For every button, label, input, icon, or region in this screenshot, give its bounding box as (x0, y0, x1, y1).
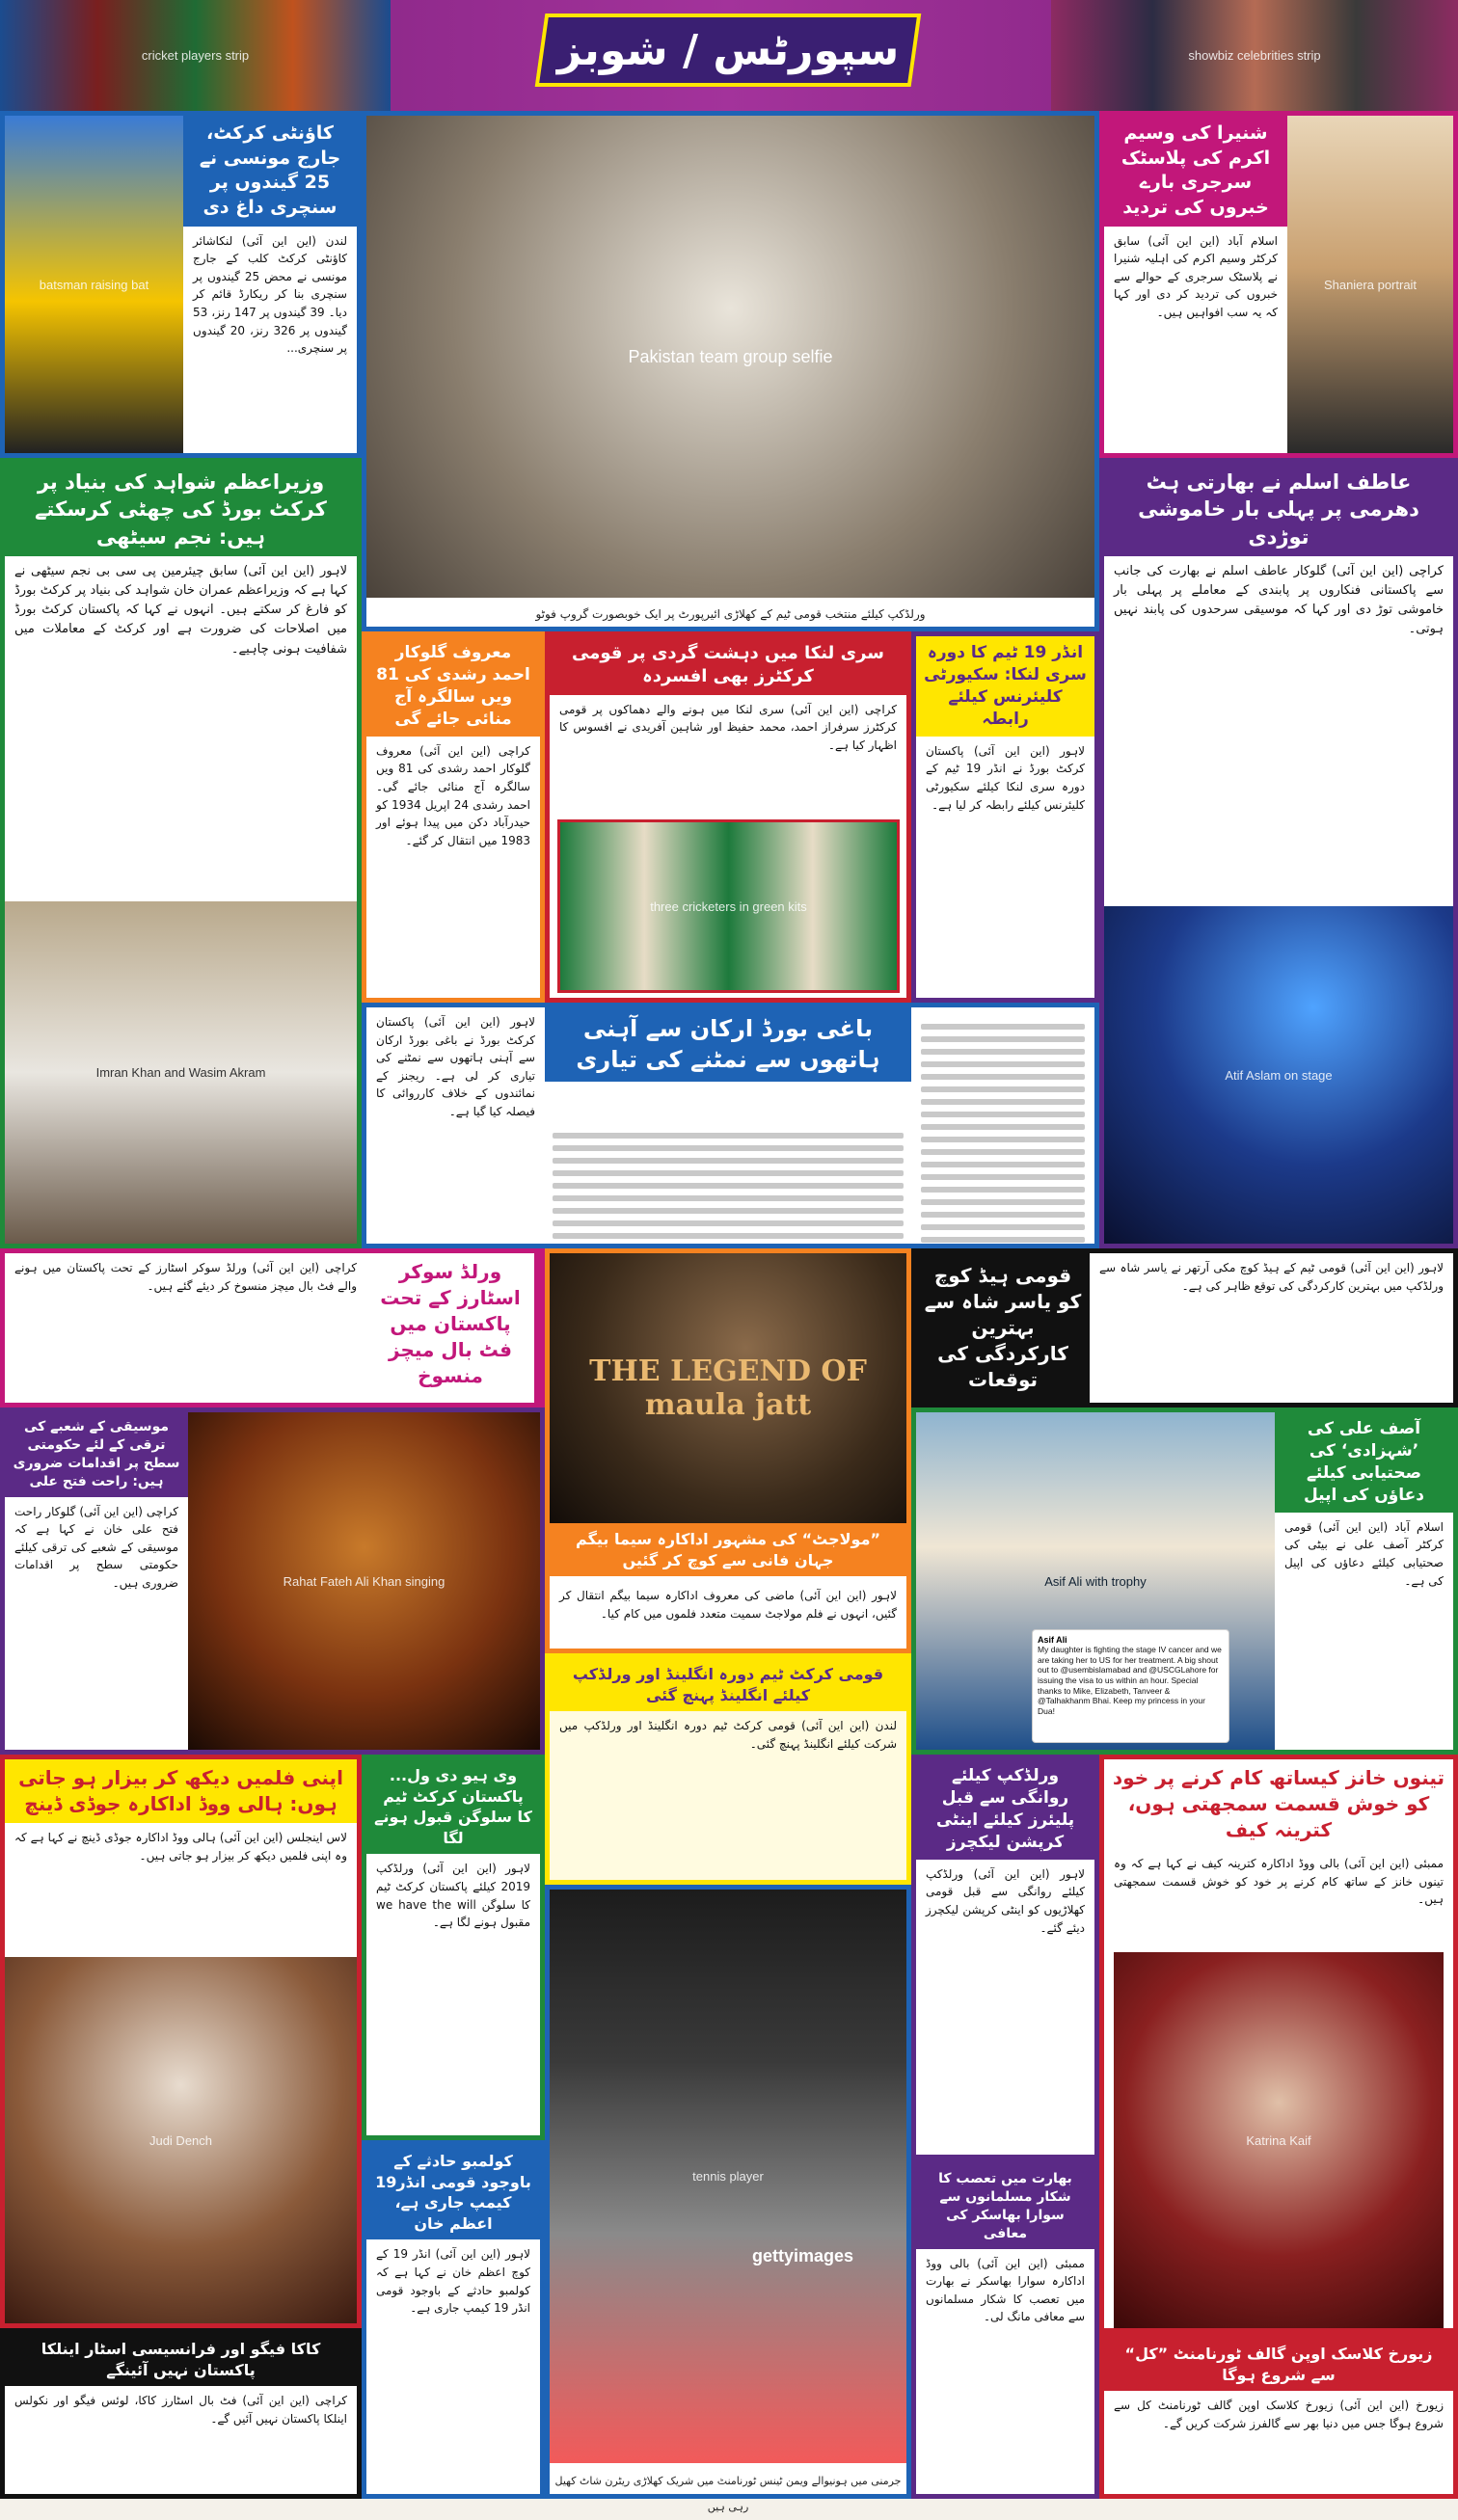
headline-world-soccer: ورلڈ سوکر اسٹارز کے تحت پاکستان میں فٹ بال میچز منسوخ (366, 1253, 540, 1403)
cricketers-photo: three cricketers in green kits (557, 819, 900, 993)
caption-team-photo: ورلڈکپ کیلئے منتخب قومی ٹیم کے کھلاڑی ائیرپورٹ پر ایک خوبصورت گروپ فوٹو (366, 603, 1094, 627)
headline-u19: انڈر 19 ٹیم کا دورہ سری لنکا: سکیورٹی کلیئرنس کیلئے رابطہ (916, 636, 1094, 737)
caption-tennis: جرمنی میں ہونیوالے ویمن ٹینس ٹورنامنٹ میں شریک کھلاڑی ریٹرن شاٹ کھیل رہی ہیں (550, 2468, 906, 2494)
headline-judi: اپنی فلمیں دیکھ کر بیزار ہو جاتی ہوں: ہالی ووڈ اداکارہ جوڈی ڈینچ (5, 1759, 357, 1823)
body-u19: لاہور (این این آئی) پاکستان کرکٹ بورڈ نے انڈر 19 ٹیم کے دورہ سری لنکا کیلئے سکیورٹی کلیئرنس کیلئے رابطہ کر لیا ہے۔ (926, 743, 1086, 812)
headline-muslims-india: بھارت میں تعصب کا شکار مسلمانوں سے سوارا بھاسکر کی معافی (916, 2164, 1094, 2249)
article-katrina (1099, 1755, 1458, 2333)
headline-we-have-will: وی ہیو دی ول... پاکستان کرکٹ ٹیم کا سلوگن قبول ہونے لگا (366, 1759, 540, 1854)
article-u19 (911, 631, 1099, 1003)
body-rahat: کراچی (این این آئی) گلوکار راحت فتح علی خان نے کہا ہے کہ موسیقی کے شعبے کی ترقی کیلئے حکومتی سطح پر اقدامات ضروری ہیں۔ (14, 1504, 178, 1590)
body-muslims-india: ممبئی (این این آئی) بالی ووڈ اداکارہ سوارا بھاسکر نے بھارت میں تعصب کا شکار مسلمانوں سے معافی مانگ لی۔ (926, 2256, 1085, 2324)
maula-jatt-photo: THE LEGEND OF maula jatt (550, 1253, 906, 1523)
judi-dench-photo: Judi Dench (5, 1957, 357, 2323)
headline-yasir: قومی ہیڈ کوچ کو یاسر شاہ سے بہترین کارکردگی کی توقعات (916, 1253, 1090, 1403)
article-zurich (1099, 2333, 1458, 2499)
headline-katrina: تینوں خانز کیساتھ کام کرنے پر خود کو خوش قسمت سمجھتی ہوں، کترینہ کیف (1104, 1759, 1453, 1849)
body-pm-imran: لاہور (این این آئی) سابق چیئرمین پی سی بی نجم سیٹھی نے کہا ہے کہ وزیراعظم عمران خان شواہد کی بنیاد پر کرکٹ بورڈ کو فارغ کر سکتے ہیں۔ انہوں نے کہا کہ پاکستان کرکٹ بورڈ میں اصلاحات کی ضرورت ہے اور کرکٹ کے معاملات میں شفافیت ہونی چاہیے۔ (14, 564, 347, 657)
shaniera-photo: Shaniera portrait (1287, 116, 1453, 453)
article-tennis (545, 1885, 911, 2513)
headline-zurich: زیورخ کلاسک اوپن گالف ٹورنامنٹ ”کل“ سے شروع ہوگا (1104, 2338, 1453, 2391)
article-captains (911, 1755, 1099, 2159)
article-rahat (0, 1407, 545, 1755)
headline-pm-imran: وزیراعظم شواہد کی بنیاد پر کرکٹ بورڈ کی چھٹی کرسکتے ہیں: نجم سیٹھی (5, 463, 357, 556)
body-zurich: زیورخ (این این آئی) زیورخ کلاسک اوپن گالف ٹورنامنٹ کل سے شروع ہوگا جس میں دنیا بھر سے گالفرز شرکت کریں گے۔ (1114, 2399, 1444, 2430)
article-we-have-will (362, 1755, 545, 2140)
article-shaniera (1099, 111, 1458, 458)
headline-england-tour: قومی کرکٹ ٹیم دورہ انگلینڈ اور ورلڈکپ کیلئے انگلینڈ پہنچ گئی (550, 1658, 906, 1711)
body-kaka: کراچی (این این آئی) فٹ بال اسٹارز کاکا، لوئس فیگو اور نکولس اینلکا پاکستان نہیں آئیں گے۔ (14, 2394, 347, 2426)
article-kaka (0, 2328, 362, 2499)
masthead-title-banner (535, 13, 922, 87)
body-katrina: ممبئی (این این آئی) بالی ووڈ اداکارہ کترینہ کیف نے کہا ہے کہ وہ تینوں خانز کے ساتھ کام کرنے پر خود کو خوش قسمت سمجھتی ہیں۔ (1114, 1857, 1444, 1907)
asif-trophy-photo: Asif Ali with trophy (916, 1412, 1275, 1750)
headline-shaniera: شنیرا کی وسیم اکرم کی پلاسٹک سرجری بارے خبروں کی تردید (1104, 116, 1287, 227)
headline-counties: کاؤنٹی کرکٹ، جارج مونسی نے 25 گیندوں پر سنچری داغ دی (183, 116, 357, 227)
article-world-soccer (0, 1248, 545, 1407)
article-counties (0, 111, 362, 458)
body-srilanka: کراچی (این این آئی) سری لنکا میں ہونے والے دھماکوں پر قومی کرکٹرز سرفراز احمد، محمد حفیظ اور شاہین آفریدی نے افسوس کا اظہار کیا ہے۔ (559, 702, 897, 752)
katrina-photo: Katrina Kaif (1114, 1952, 1444, 2328)
headline-rahat: موسیقی کے شعبے کی ترقی کے لئے حکومتی سطح پر اقدامات ضروری ہیں: راحت فتح علی (5, 1412, 188, 1497)
headline-captains: ورلڈکپ کیلئے روانگی سے قبل پلیئرز کیلئے اینٹی کرپشن لیکچرز (916, 1759, 1094, 1860)
headline-baghi: باغی بورڈ ارکان سے آہنی ہاتھوں سے نمٹنے کی تیاری (545, 1007, 911, 1082)
headline-colombo: کولمبو حادثے کے باوجود قومی انڈر19 کیمپ جاری ہے، اعظم خان (366, 2145, 540, 2239)
batsman-photo: batsman raising bat (5, 116, 183, 453)
body-colombo: لاہور (این این آئی) انڈر 19 کے کوچ اعظم خان نے کہا ہے کہ کولمبو حادثے کے باوجود قومی انڈر 19 کیمپ جاری ہے۔ (376, 2247, 531, 2316)
body-shaniera: اسلام آباد (این این آئی) سابق کرکٹر وسیم اکرم کی اہلیہ شنیرا نے پلاسٹک سرجری کے حوالے سے خبروں کی تردید کر دی اور کہا کہ یہ سب افواہیں ہیں۔ (1114, 233, 1278, 319)
tennis-photo: tennis player (550, 1890, 906, 2463)
headline-kaka: کاکا فیگو اور فرانسیسی اسٹار اینلکا پاکستان نہیں آئینگے (5, 2333, 357, 2386)
article-rushdi (362, 631, 545, 1003)
article-yasir (911, 1248, 1458, 1407)
article-baghi (362, 1003, 1099, 1248)
atif-concert-photo: Atif Aslam on stage (1104, 906, 1453, 1244)
article-england-tour (545, 1653, 911, 1885)
article-team-photo (362, 111, 1099, 631)
body-rushdi: کراچی (این این آئی) معروف گلوکار احمد رشدی کی 81 ویں سالگرہ آج منائی جائے گی۔ احمد رشدی 24 اپریل 1934 کو حیدرآباد دکن میں پیدا ہوئے اور 1983 میں انتقال کر گئے۔ (376, 743, 530, 847)
getty-watermark: gettyimages (752, 2246, 854, 2265)
body-baghi: لاہور (این این آئی) پاکستان کرکٹ بورڈ نے باغی بورڈ ارکان سے آہنی ہاتھوں سے نمٹنے کی تیاری کر لی ہے۔ ریجنز کے نمائندوں کے خلاف کارروائی کا فیصلہ کیا گیا ہے۔ (376, 1015, 535, 1118)
article-muslims-india (911, 2159, 1099, 2499)
body-maula-jatt: لاہور (این این آئی) ماضی کی معروف اداکارہ سیما بیگم انتقال کر گئیں، انہوں نے فلم مولاجٹ سمیت متعدد فلموں میں کام کیا۔ (559, 1589, 897, 1621)
body-world-soccer: کراچی (این این آئی) ورلڈ سوکر اسٹارز کے تحت پاکستان میں ہونے والے فٹ بال میچز منسوخ کر دیئے گئے ہیں۔ (14, 1261, 357, 1293)
article-maula-jatt (545, 1248, 911, 1653)
article-pm-imran (0, 458, 362, 1248)
imran-wasim-photo: Imran Khan and Wasim Akram (5, 901, 357, 1244)
top-right-celebs-photo: showbiz celebrities strip (1051, 0, 1458, 111)
article-srilanka (545, 631, 911, 1003)
team-selfie-photo: Pakistan team group selfie (366, 116, 1094, 598)
body-asif-ali: اسلام آباد (این این آئی) قومی کرکٹر آصف علی نے بیٹی کی صحتیابی کیلئے دعاؤں کی اپیل کی ہے۔ (1284, 1519, 1444, 1588)
masthead (0, 0, 1458, 111)
body-judi: لاس اینجلس (این این آئی) ہالی ووڈ اداکارہ جوڈی ڈینچ نے کہا ہے کہ وہ اپنی فلمیں دیکھ کر بیزار ہو جاتی ہیں۔ (14, 1831, 347, 1863)
body-we-have-will: لاہور (این این آئی) ورلڈکپ 2019 کیلئے پاکستان کرکٹ ٹیم کا سلوگن we have the will مقبول ہونے لگا ہے۔ (376, 1862, 531, 1930)
headline-maula-jatt: ”مولاجٹ“ کی مشہور اداکارہ سیما بیگم جہان فانی سے کوچ کر گئیں (550, 1523, 906, 1576)
tweet-card (1032, 1629, 1229, 1743)
rahat-singing-photo: Rahat Fateh Ali Khan singing (188, 1412, 540, 1750)
headline-rushdi: معروف گلوکار احمد رشدی کی 81 ویں سالگرہ آج منائی جائے گی (366, 636, 540, 737)
body-counties: لندن (این این آئی) لنکاشائر کاؤنٹی کرکٹ کلب کے جارج مونسی نے محض 25 گیندوں پر سنچری بنا کر ریکارڈ قائم کر دیا۔ 39 گیندوں پر 147 رنز، 53 گیندوں پر 326 رنز، 20 گیندوں پر سنچری... (193, 233, 347, 356)
headline-atif: عاطف اسلم نے بھارتی ہٹ دھرمی پر پہلی بار خاموشی توڑدی (1104, 463, 1453, 556)
article-colombo (362, 2140, 545, 2499)
top-left-players-photo: cricket players strip (0, 0, 391, 111)
body-england-tour: لندن (این این آئی) قومی کرکٹ ٹیم دورہ انگلینڈ اور ورلڈکپ میں شرکت کیلئے انگلینڈ پہنچ گئی۔ (559, 1719, 897, 1751)
article-atif (1099, 458, 1458, 1248)
tweet-author: Asif Ali (1038, 1635, 1067, 1645)
body-atif: کراچی (این این آئی) گلوکار عاطف اسلم نے بھارت کی جانب سے پاکستانی فنکاروں پر پابندی کے معاملے پر پہلی بار خاموشی توڑ دی اور کہا کہ موسیقی سرحدوں کی پابند نہیں ہوتی۔ (1114, 564, 1444, 637)
article-judi (0, 1755, 362, 2328)
body-yasir: لاہور (این این آئی) قومی ٹیم کے ہیڈ کوچ مکی آرتھر نے یاسر شاہ سے ورلڈکپ میں بہترین کارکردگی کی توقع ظاہر کی ہے۔ (1099, 1261, 1444, 1293)
headline-srilanka: سری لنکا میں دہشت گردی پر قومی کرکٹرز بھی افسردہ (550, 636, 906, 695)
body-captains: لاہور (این این آئی) ورلڈکپ کیلئے روانگی سے قبل قومی کھلاڑیوں کو اینٹی کرپشن لیکچرز دیئے گئے۔ (926, 1866, 1085, 1935)
headline-asif-ali: آصف علی کی ’شہزادی‘ کی صحتیابی کیلئے دعاؤں کی اپیل (1275, 1412, 1453, 1513)
tweet-text: My daughter is fighting the stage IV cancer and we are taking her to US for her treatment. A big shout out to @usembislamabad and @USCGLahore for issuing the visa to us within an hour. Special thanks to Mike, Elizabeth, Tanveer & @Talhakhanm Bhai. Keep my princess in your Dua! (1038, 1645, 1222, 1716)
masthead-title: سپورٹس / شوبز (556, 25, 900, 75)
article-asif-ali (911, 1407, 1458, 1755)
